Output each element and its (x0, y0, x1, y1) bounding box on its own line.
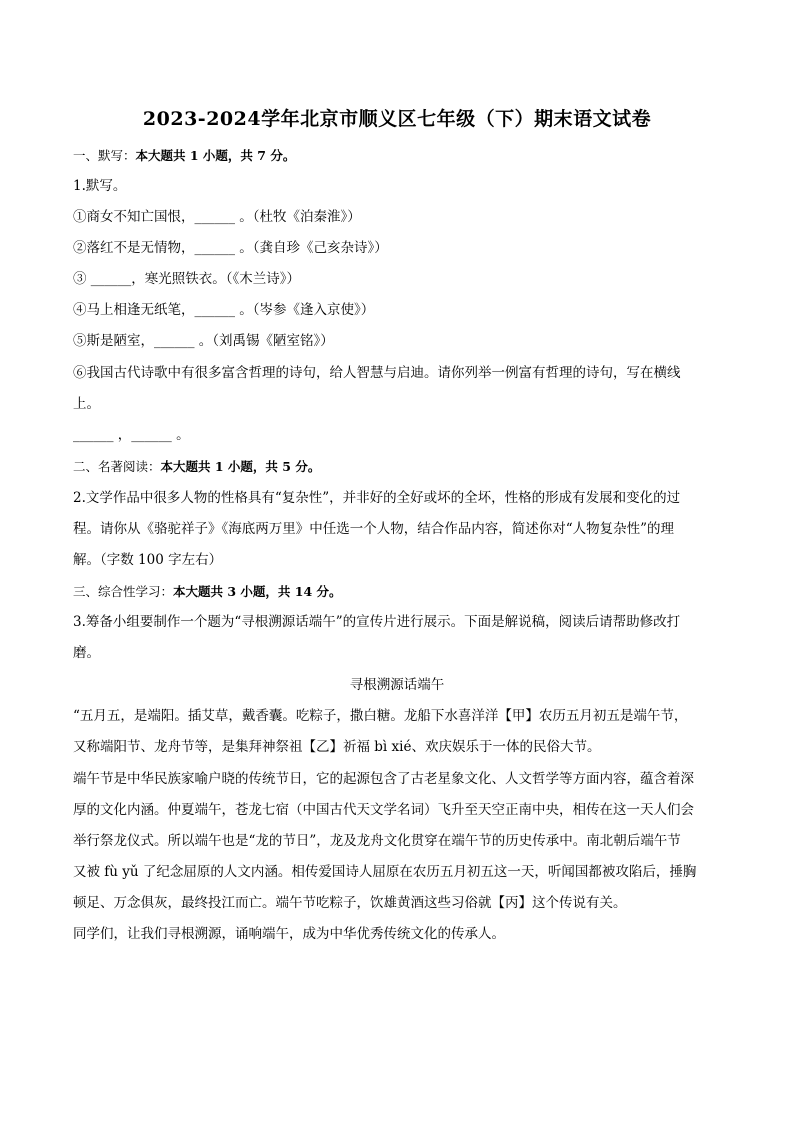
passage-line: 同学们，让我们寻根溯源，诵响端午，成为中华优秀传统文化的传承人。 (73, 926, 505, 942)
question-1-item: ④马上相逢无纸笔，______ 。（岑参《逢入京使》） (73, 302, 375, 318)
passage-line: 又称端阳节、龙舟节等，是集拜神祭祖【乙】祈福 bì xié、欢庆娱乐于一体的民俗大节。 (73, 739, 601, 755)
section-info: 本大题共 3 小题，共 14 分。 (173, 584, 342, 599)
passage-line: 厚的文化内涵。仲夏端午，苍龙七宿（中国古代天文学名词）飞升至天空正南中央，相传在这一天人们会 (73, 802, 694, 818)
section-prefix: 三、综合性学习： (73, 584, 174, 599)
page-title: 2023-2024学年北京市顺义区七年级（下）期末语文试卷 (142, 108, 652, 130)
question-1-item: ______ ，______ 。 (73, 427, 190, 443)
passage-title: 寻根溯源话端午 (349, 677, 445, 693)
question-1-item: ②落红不是无情物，______ 。（龚自珍《己亥杂诗》） (73, 240, 388, 256)
question-3-line: 磨。 (73, 645, 100, 661)
question-1-item: ③ ______，寒光照铁衣。（《木兰诗》） (73, 271, 301, 287)
section-heading-3 (73, 576, 723, 607)
question-1-item: ⑤斯是陋室，______ 。（刘禹锡《陋室铭》） (73, 333, 334, 349)
question-2-line: 解。（字数 100 字左右） (73, 552, 223, 568)
question-2-line: 程。请你从《骆驼祥子》《海底两万里》中任选一个人物，结合作品内容，简述你对“人物复杂性”的理 (73, 521, 675, 537)
question-2-line: 2.文学作品中很多人物的性格具有“复杂性”，并非好的全好或坏的全坏，性格的形成有发展和变化的过 (73, 490, 681, 506)
question-1-item: ⑥我国古代诗歌中有很多富含哲理的诗句，给人智慧与启迪。请你列举一例富有哲理的诗句，写在横线 (73, 365, 681, 381)
section-info: 本大题共 1 小题，共 5 分。 (160, 459, 321, 474)
passage-line: “五月五，是端阳。插艾草，戴香囊。吃粽子，撒白糖。龙船下水喜洋洋【甲】农历五月初五是端午节， (73, 708, 688, 724)
question-1-item: ①商女不知亡国恨，______ 。（杜牧《泊秦淮》） (73, 209, 361, 225)
question-1-item: 上。 (73, 396, 100, 412)
section-heading-1 (73, 140, 723, 171)
section-prefix: 二、名著阅读： (73, 459, 161, 474)
section-info: 本大题共 1 小题，共 7 分。 (135, 148, 296, 163)
section-heading-2 (73, 451, 723, 482)
passage-line: 又被 fù yǔ 了纪念屈原的人文内涵。相传爱国诗人屈原在农历五月初五这一天，听闻国都被攻陷后，捶胸 (73, 864, 697, 880)
passage-line: 举行祭龙仪式。所以端午也是“龙的节日”，龙及龙舟文化贯穿在端午节的历史传承中。南北朝后端午节 (73, 833, 681, 849)
section-prefix: 一、默写： (73, 148, 136, 163)
question-1-head: 1.默写。 (73, 178, 127, 194)
passage-line: 端午节是中华民族家喻户晓的传统节日，它的起源包含了古老星象文化、人文哲学等方面内容，蕴含着深 (73, 771, 694, 787)
passage-line: 顿足、万念俱灰，最终投江而亡。端午节吃粽子，饮雄黄酒这些习俗就【丙】这个传说有关。 (73, 895, 627, 911)
question-3-line: 3.筹备小组要制作一个题为“寻根溯源话端午”的宣传片进行展示。下面是解说稿，阅读后请帮助修改打 (73, 614, 681, 630)
